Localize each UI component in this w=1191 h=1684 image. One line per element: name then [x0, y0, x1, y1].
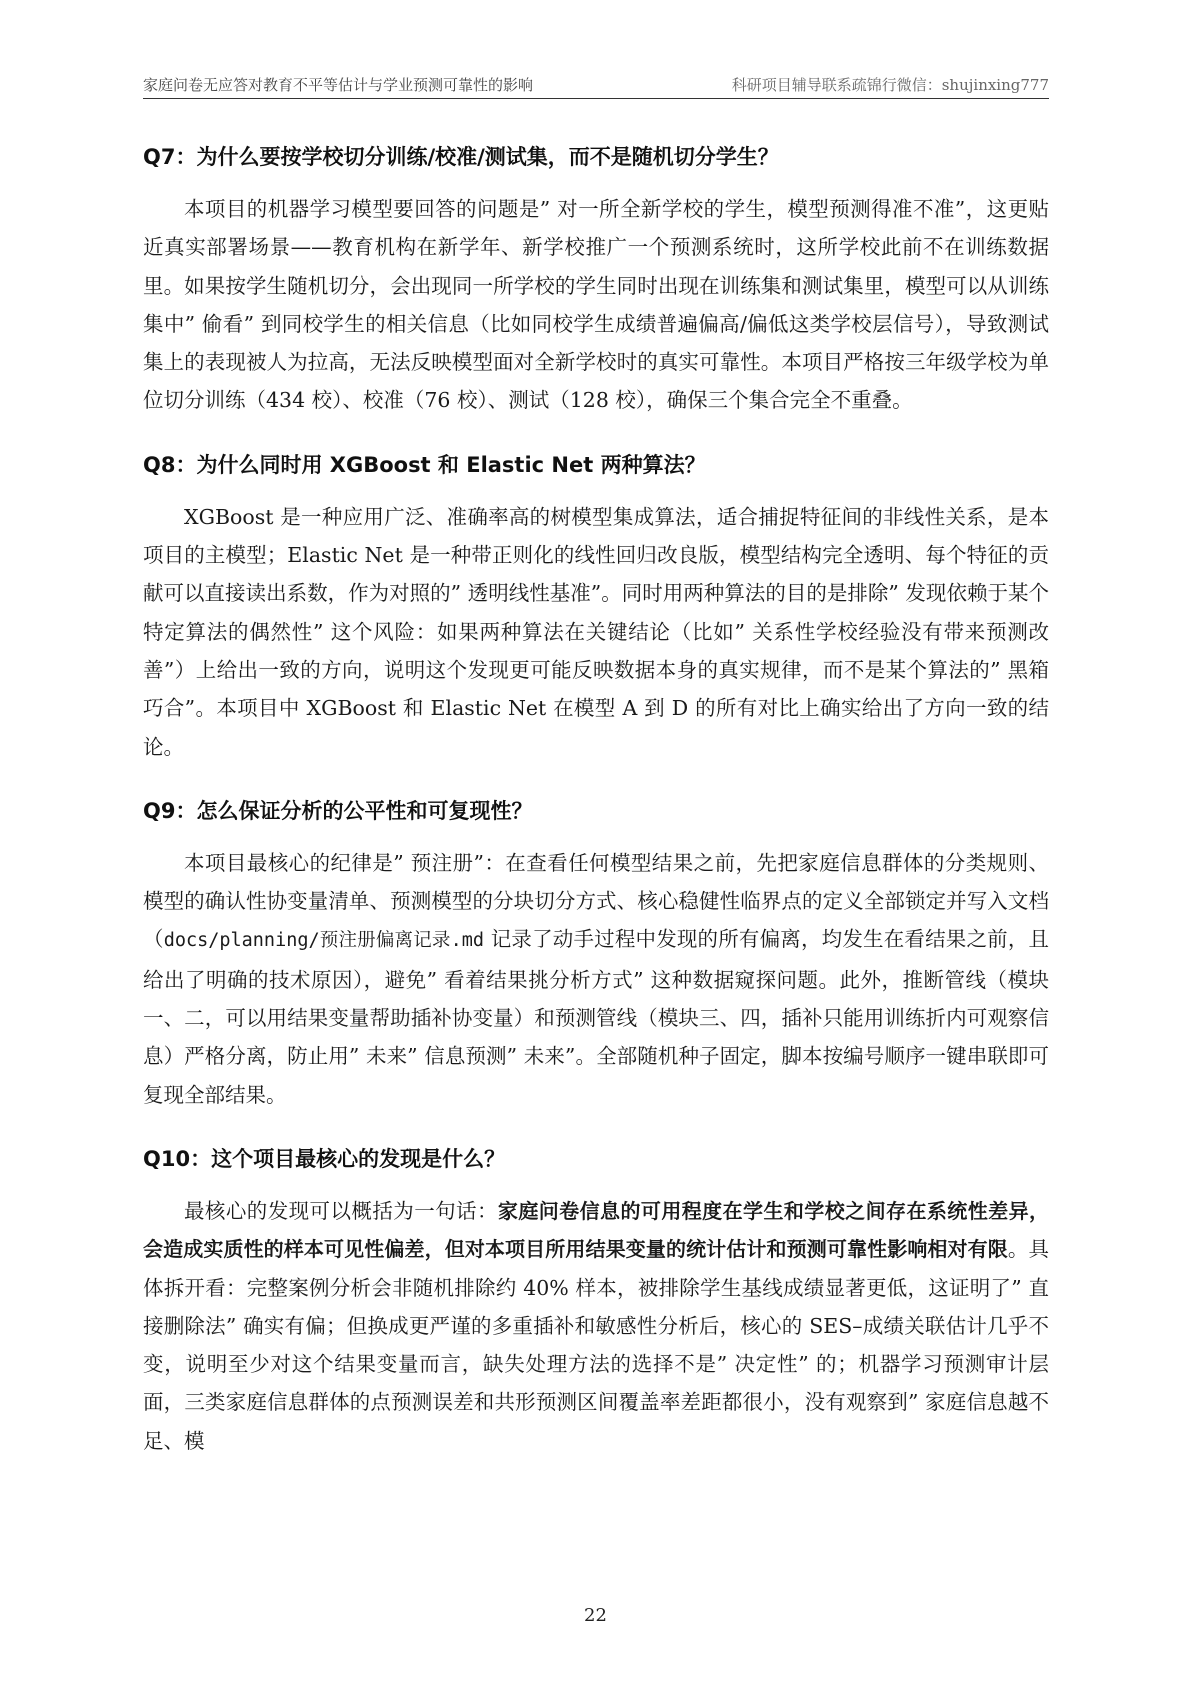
header-contact: 科研项目辅导联系疏锦行微信：shujinxing777 — [731, 76, 1049, 94]
q10-key-finding: 家庭问卷信息的可用程度在学生和学校之间存在系统性差异，会造成实质性的样本可见性偏差，但对本项目所用结果变量的统计估计和预测可靠性影响相对有限 — [143, 1198, 1050, 1262]
header-document-title: 家庭问卷无应答对教育不平等估计与学业预测可靠性的影响 — [143, 76, 534, 94]
running-header — [143, 72, 1049, 99]
q10-paragraph — [143, 1192, 1049, 1460]
q8-title: Q8：为什么同时用 XGBoost 和 Elastic Net 两种算法？ — [143, 452, 706, 477]
q9-text-before-path: 本项目最核心的纪律是” 预注册”：在查看任何模型结果之前，先把家庭信息群体的分类规则、模型的确认性协变量清单、预测模型的分块切分方式、核心稳健性临界点的定义全部锁定并写入文档（ — [143, 850, 1049, 952]
q10-details: 。具体拆开看：完整案例分析会非随机排除约 40% 样本，被排除学生基线成绩显著更低，这证明了” 直接删除法” 确实有偏；但换成更严谨的多重插补和敏感性分析后，核心的 SES–成绩关联估计几乎不变，说明至少对这个结果变量而言，缺失处理方法的选择不是” 决定性” 的；机器学习预测审计层面，三类家庭信息群体的点预测误差和共形预测区间覆盖率差距都很小，没有观察到” 家庭信息越不足、模 — [143, 1237, 1050, 1453]
q9-paragraph — [143, 844, 1049, 1114]
q9-text-after-path: 记录了动手过程中发现的所有偏离，均发生在看结果之前，且给出了明确的技术原因），避免” 看着结果挑分析方式” 这种数据窥探问题。此外，推断管线（模块一、二，可以用结果变量帮助插补协变量）和预测管线（模块三、四，插补只能用训练折内可观察信息）严格分离，防止用” 未来” 信息预测” 未来”。全部随机种子固定，脚本按编号顺序一键串联即可复现全部结果。 — [143, 927, 1049, 1107]
q7-paragraph: 本项目的机器学习模型要回答的问题是” 对一所全新学校的学生，模型预测得准不准”，这更贴近真实部署场景——教育机构在新学年、新学校推广一个预测系统时，这所学校此前不在训练数据里。如果按学生随机切分，会出现同一所学校的学生同时出现在训练集和测试集里，模型可以从训练集中” 偷看” 到同校学生的相关信息（比如同校学生成绩普遍偏高/偏低这类学校层信号），导致测试集上的表现被人为拉高，无法反映模型面对全新学校时的真实可靠性。本项目严格按三年级学校为单位切分训练（434 校）、校准（76 校）、测试（128 校），确保三个集合完全不重叠。 — [143, 197, 1049, 413]
q9-file-path: docs/planning/预注册偏离记录.md — [163, 930, 485, 952]
page-number: 22 — [584, 1605, 607, 1626]
q10-lead: 最核心的发现可以概括为一句话： — [184, 1198, 498, 1223]
q8-paragraph: XGBoost 是一种应用广泛、准确率高的树模型集成算法，适合捕捉特征间的非线性关系，是本项目的主模型；Elastic Net 是一种带正则化的线性回归改良版，模型结构完全透明、每个特征的贡献可以直接读出系数，作为对照的” 透明线性基准”。同时用两种算法的目的是排除” 发现依赖于某个特定算法的偶然性” 这个风险：如果两种算法在关键结论（比如” 关系性学校经验没有带来预测改善”）上给出一致的方向，说明这个发现更可能反映数据本身的真实规律，而不是某个算法的” 黑箱巧合”。本项目中 XGBoost 和 Elastic Net 在模型 A 到 D 的所有对比上确实给出了方向一致的结论。 — [143, 504, 1049, 759]
q9-title: Q9：怎么保证分析的公平性和可复现性？ — [143, 798, 533, 823]
q7-title: Q7：为什么要按学校切分训练/校准/测试集，而不是随机切分学生？ — [143, 145, 779, 169]
page-body — [143, 142, 1049, 1490]
q10-title: Q10：这个项目最核心的发现是什么？ — [143, 1146, 506, 1171]
